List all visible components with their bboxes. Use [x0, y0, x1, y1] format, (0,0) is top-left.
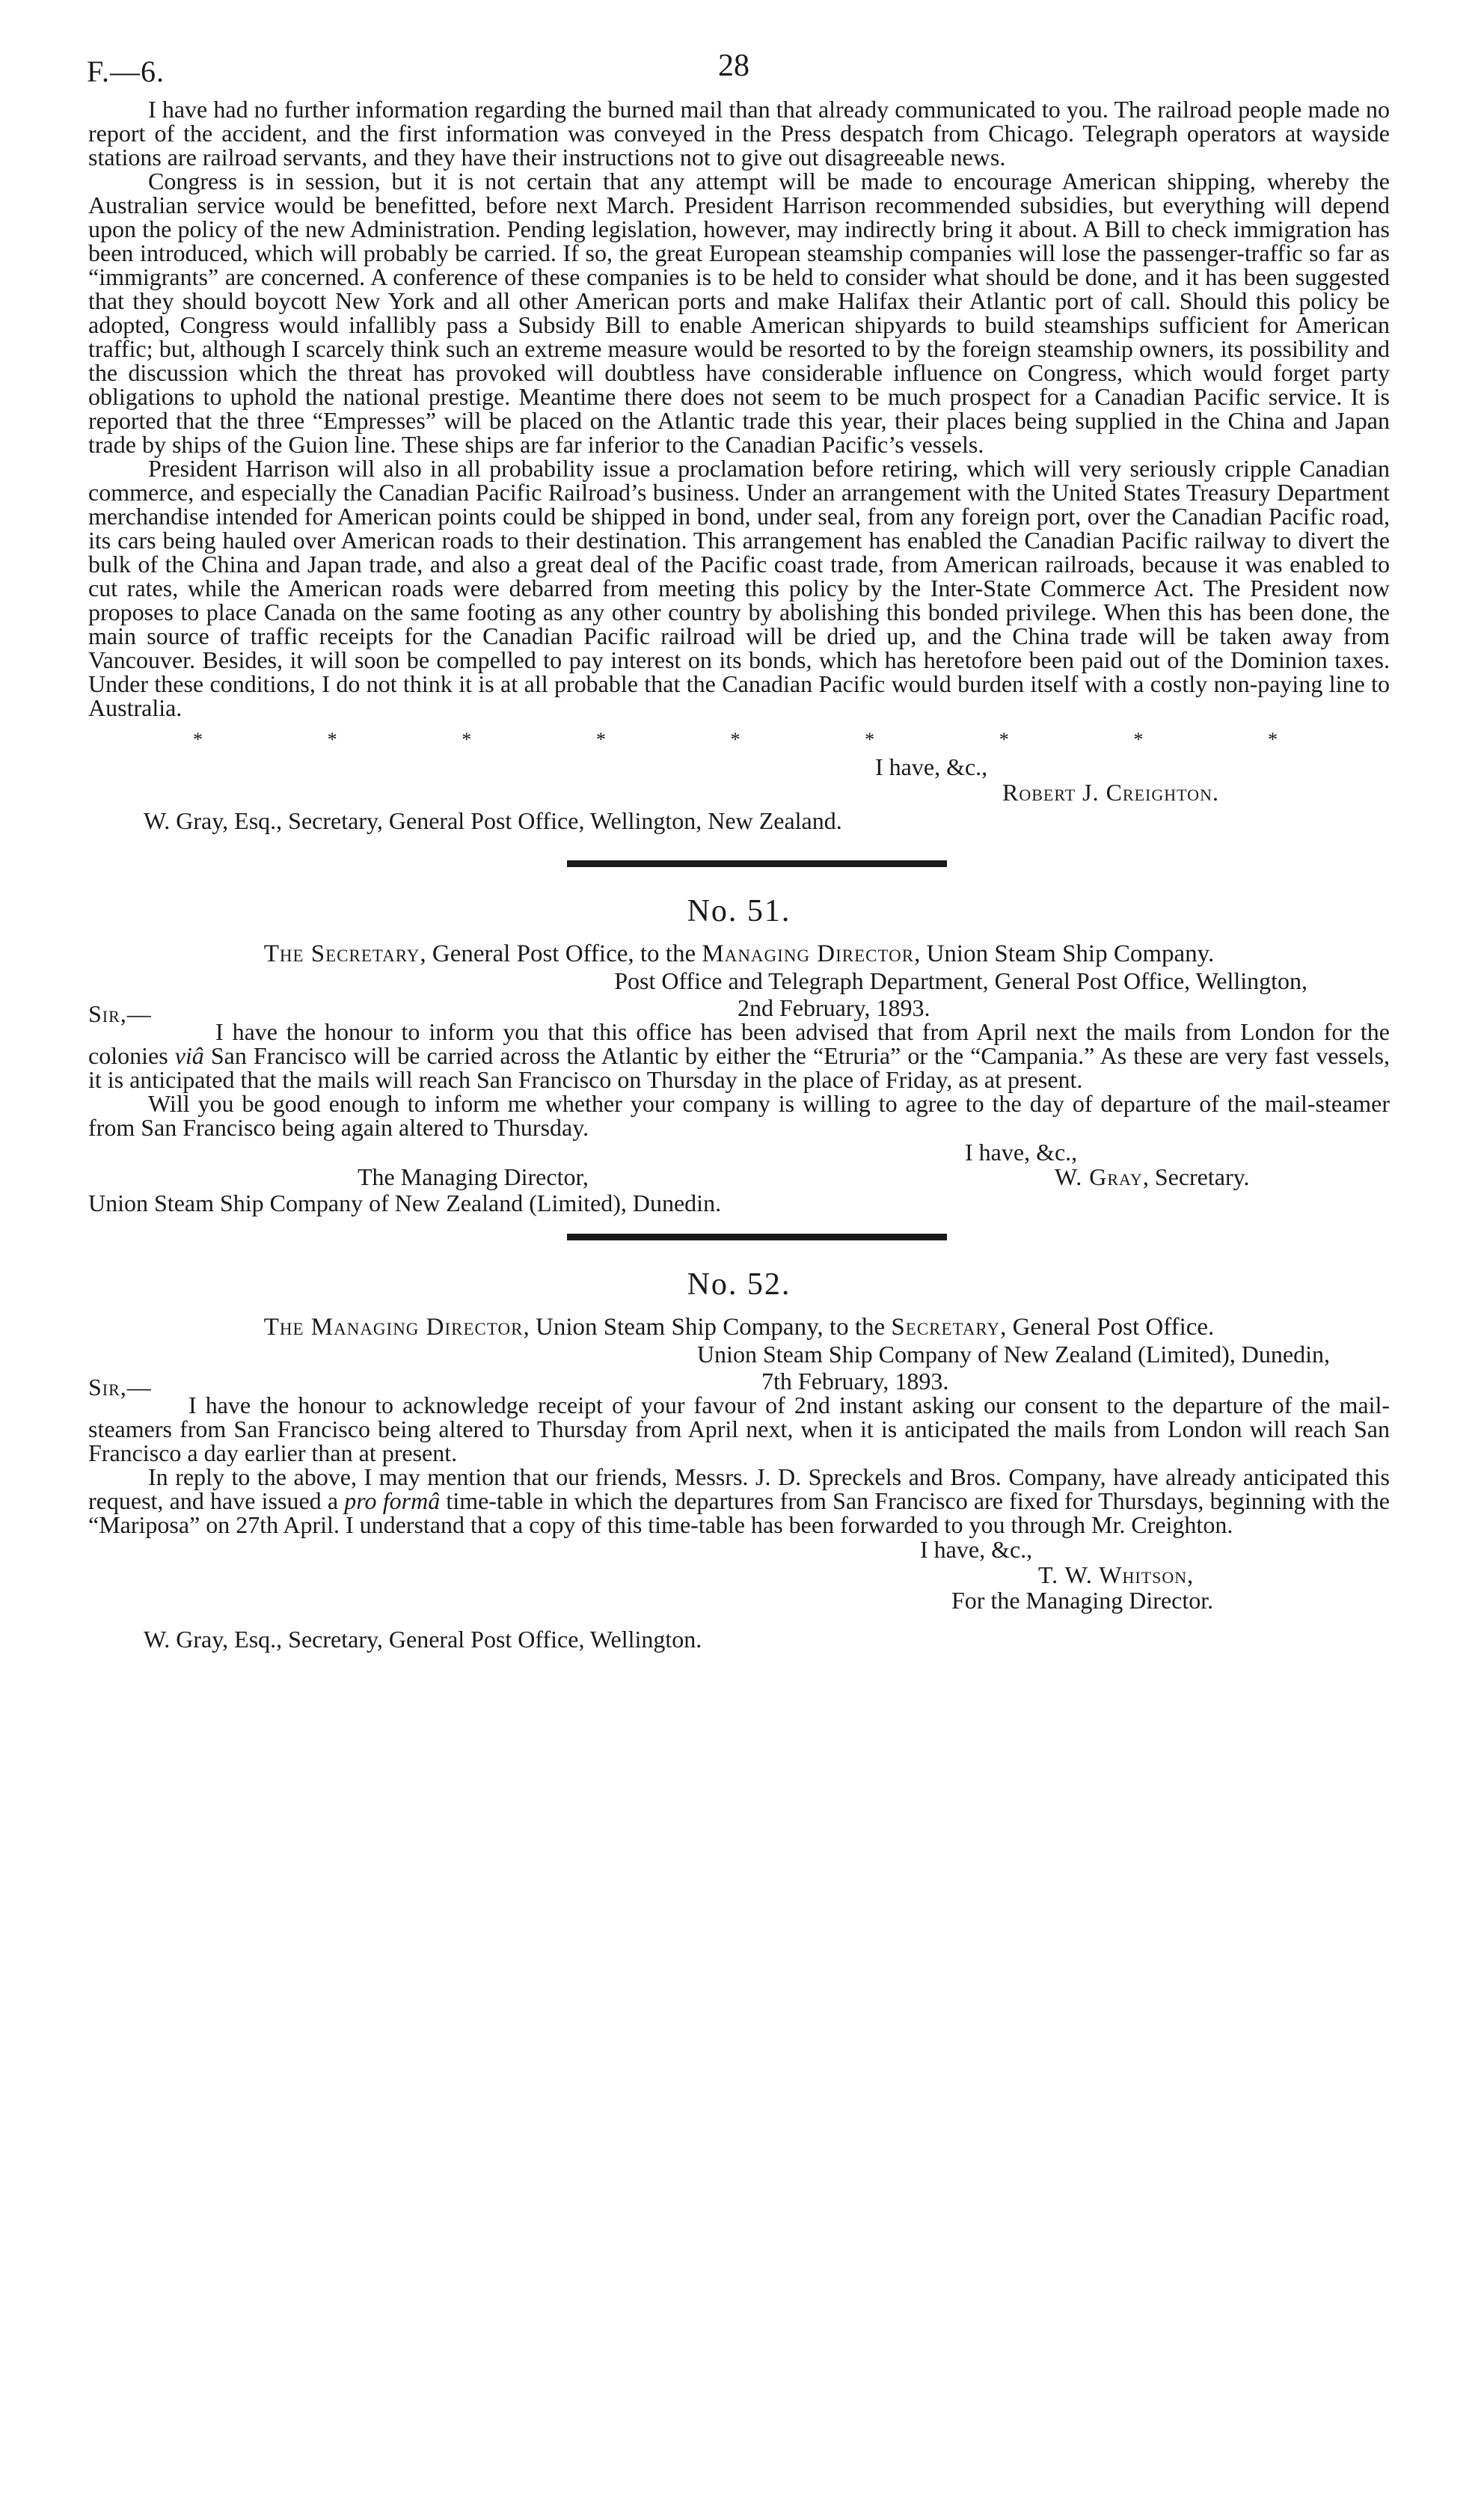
signature-name: W. Gray: [1055, 1163, 1143, 1190]
address-line: Post Office and Telegraph Department, General Post Office, Wellington,: [614, 967, 1307, 994]
paragraph: Congress is in session, but it is not certain that any attempt will be made to encourage American shipping, whereby the Australian service would be benefitted, before next March. President Harrison recommended subsidies, but everything will depend upon the policy of the new Administration. Pending legislation, however, may indirectly bring it about. A Bill to check immigration has been introduced, which will probably be carried. If so, the great European steamship companies will lose the passenger-traffic so far as “immigrants” are concerned. A conference of these companies is to be held to consider what should be done, and it has been suggested that they should boycott New York and all other American ports and make Halifax their Atlantic port of call. Should this policy be adopted, Congress would infallibly pass a Subsidy Bill to enable American shipyards to build steamships sufficient for American traffic; but, although I scarcely think such an extreme measure would be resorted to by the foreign steamship owners, its possibility and the discussion which the threat has provoked will doubtless have considerable influence on Congress, which would forget party obligations to uphold the national prestige. Meantime there does not seem to be much prospect for a Canadian Pacific service. It is reported that the three “Empresses” will be placed on the Atlantic trade this year, their places being supplied in the China and Japan trade by ships of the Guion line. These ships are far inferior to the Canadian Pacific’s vessels.: [88, 168, 1390, 458]
heading-from: The Managing Director: [263, 1314, 524, 1341]
paragraph-text: San Francisco will be carried across the Atlantic by either the “Etruria” or the “Campania.” As these are very fast vessels, it is anticipated that the mails will reach San Francisco on Thursday in the place of Friday, as at present.: [88, 1042, 1391, 1093]
recipient-line: Union Steam Ship Company of New Zealand (Limited), Dunedin.: [88, 1190, 722, 1216]
letter-number: No. 52.: [687, 1267, 791, 1302]
italic-term: viâ: [174, 1042, 204, 1069]
date-line: 2nd February, 1893.: [738, 994, 930, 1021]
paragraph-text: time-table in which the departures from San Francisco are fixed for Thursdays, beginning with the “Mariposa” on 27th April. I understand that a copy of this time-table has been forwarded to you through Mr. Creighton.: [88, 1487, 1391, 1538]
signature: [1055, 1165, 1250, 1189]
address-block: [88, 967, 1390, 1027]
paragraph-text: In reply to the above, I may mention that our friends, Messrs. J. D. Spreckels and Bros. Company, have already anticipated this request, and have issued a: [88, 1463, 1390, 1514]
closing: I have, &c.,: [920, 1536, 1033, 1563]
star: *: [327, 729, 337, 750]
heading-to: Secretary: [891, 1314, 1001, 1341]
star: *: [595, 729, 606, 750]
italic-term: pro formâ: [344, 1487, 441, 1514]
letter-heading: [88, 940, 1390, 967]
star: *: [462, 729, 472, 750]
addressee: W. Gray, Esq., Secretary, General Post Office, Wellington.: [144, 1626, 702, 1653]
addressee: W. Gray, Esq., Secretary, General Post Office, Wellington, New Zealand.: [144, 807, 842, 834]
parliamentary-paper-ref: F.—6.: [87, 55, 165, 88]
signature-title: , Secretary.: [1142, 1163, 1250, 1190]
letter-number: No. 51.: [687, 894, 791, 928]
star: *: [193, 729, 203, 750]
paragraph-text: I have the honour to inform you that this office has been advised that from April next the mails from London for the colonies: [88, 1018, 1390, 1069]
paragraph: [88, 1020, 1390, 1092]
page-number: 28: [718, 49, 749, 83]
paragraph: I have had no further information regarding the burned mail than that already communicated to you. The railroad people made no report of the accident, and the first information was conveyed in the Press despatch from Chicago. Telegraph operators at wayside stations are railroad servants, and they have their instructions not to give out disagreeable news.: [88, 96, 1390, 171]
salutation: Sir,—: [88, 1374, 152, 1401]
omission-stars: [88, 729, 1390, 751]
signature: Robert J. Creighton.: [1002, 779, 1219, 806]
recipient: The Managing Director,: [358, 1163, 589, 1190]
address-line: Union Steam Ship Company of New Zealand (Limited), Dunedin,: [696, 1341, 1330, 1368]
star: *: [1133, 729, 1144, 750]
paragraph: I have the honour to acknowledge receipt of your favour of 2nd instant asking our consent to the departure of the mail-steamers from San Francisco being altered to Thursday from April next, when it is anticipated the mails from London will reach San Francisco a day earlier than at present.: [88, 1392, 1390, 1466]
signature-role: For the Managing Director.: [951, 1587, 1214, 1614]
paragraph: Will you be good enough to inform me whether your company is willing to agree to the day of departure of the mail-steamer from San Francisco being again altered to Thursday.: [88, 1090, 1390, 1141]
date-line: 7th February, 1893.: [761, 1368, 949, 1395]
star: *: [1268, 729, 1278, 750]
letter-51-signoff: [88, 1139, 1390, 1216]
section-divider: [567, 860, 947, 867]
star: *: [999, 729, 1009, 750]
signature: T. W. Whitson,: [1038, 1561, 1195, 1588]
letter-50-signoff: [88, 754, 1390, 833]
page-header: [88, 45, 1390, 97]
letter-50-continuation: [88, 97, 1390, 833]
heading-text: , General Post Office, to the: [420, 940, 702, 967]
page: [88, 45, 1390, 1652]
letter-52: [88, 1266, 1390, 1652]
letter-51: [88, 893, 1390, 1216]
heading-to: Managing Director: [702, 940, 915, 967]
paragraph: [88, 1465, 1390, 1537]
recipient-signature-row: [88, 1165, 1390, 1190]
heading-text: , Union Steam Ship Company.: [914, 940, 1215, 967]
heading-text: , General Post Office.: [1000, 1314, 1215, 1341]
paragraph: President Harrison will also in all probability issue a proclamation before retiring, which will very seriously cripple Canadian commerce, and especially the Canadian Pacific Railroad’s business. Under an arrangement with the United States Treasury Department merchandise intended for American points could be shipped in bond, under seal, from any foreign port, over the Canadian Pacific road, its cars being hauled over American roads to their destination. This arrangement has enabled the Canadian Pacific railway to divert the bulk of the China and Japan trade, and also a great deal of the Pacific coast trade, from American railroads, because it was enabled to cut rates, while the American roads were debarred from meeting this policy by the Inter-State Commerce Act. The President now proposes to place Canada on the same footing as any other country by abolishing this bonded privilege. When this has been done, the main source of traffic receipts for the Canadian Pacific railroad will be dried up, and the China trade will be taken away from Vancouver. Besides, it will soon be compelled to pay interest on its bonds, which has heretofore been paid out of the Dominion taxes. Under these conditions, I do not think it is at all probable that the Canadian Pacific would burden itself with a costly non-paying line to Australia.: [88, 455, 1390, 721]
closing: I have, &c.,: [965, 1139, 1078, 1166]
star: *: [730, 729, 741, 750]
salutation: Sir,—: [88, 1000, 152, 1027]
star: *: [865, 729, 875, 750]
address-block: [88, 1341, 1390, 1401]
letter-52-signoff: [88, 1537, 1390, 1652]
closing: I have, &c.,: [875, 753, 988, 780]
letter-heading: [88, 1314, 1390, 1341]
heading-text: , Union Steam Ship Company, to the: [523, 1314, 892, 1341]
section-divider: [567, 1234, 947, 1240]
heading-from: The Secretary: [263, 940, 420, 967]
